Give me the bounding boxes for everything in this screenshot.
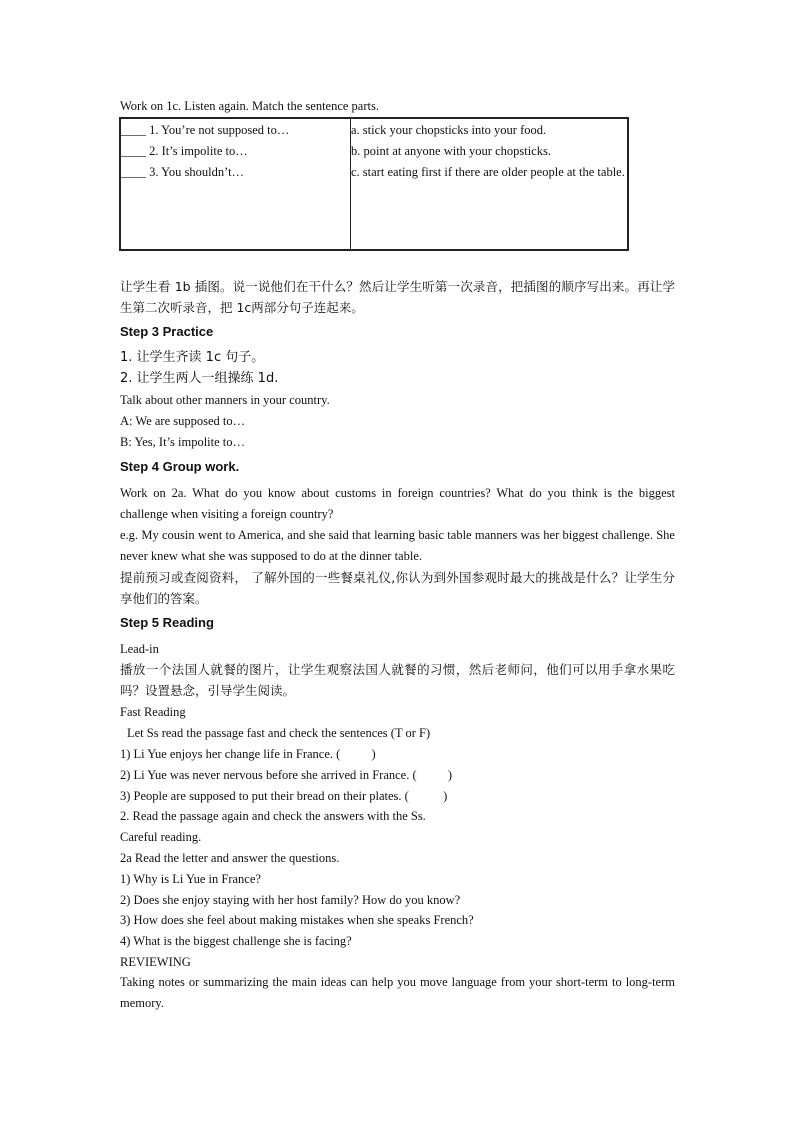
right-item: c. start eating first if there are older people at the table. xyxy=(351,165,625,179)
reviewing-text: Taking notes or summarizing the main ideas can help you move language from your short-term to long-term memory. xyxy=(120,975,675,1010)
step4-para-2: e.g. My cousin went to America, and she said that learning basic table manners was her biggest challenge. She never knew what she was supposed to do at the dinner table. xyxy=(120,528,675,563)
fast-item-3: 3) People are supposed to put their bread on their plates. ( ) xyxy=(120,789,448,803)
left-item: ____ 2. It’s impolite to… xyxy=(121,144,248,158)
questions-instruction: 2a Read the letter and answer the questions. xyxy=(120,851,340,865)
lead-in-cn: 播放一个法国人就餐的图片，让学生观察法国人就餐的习惯，然后老师问，他们可以用手拿水果吃吗？设置悬念，引导学生阅读。 xyxy=(120,662,675,698)
question-1: 1) Why is Li Yue in France? xyxy=(120,872,261,886)
right-item: a. stick your chopsticks into your food. xyxy=(351,123,547,137)
left-item: ____ 1. You’re not supposed to… xyxy=(121,123,290,137)
fast-item-2: 2) Li Yue was never nervous before she arrived in France. ( ) xyxy=(120,768,453,782)
left-item: ____ 3. You shouldn’t… xyxy=(121,165,245,179)
right-item: b. point at anyone with your chopsticks. xyxy=(351,144,551,158)
step4-title: Step 4 Group work. xyxy=(120,459,240,474)
table-right-column xyxy=(351,120,629,183)
fast-reading: Fast Reading xyxy=(120,705,186,719)
table-left-column xyxy=(121,120,349,183)
question-4: 4) What is the biggest challenge she is facing? xyxy=(120,934,352,948)
fast-instruction: Let Ss read the passage fast and check the sentences (T or F) xyxy=(127,726,431,740)
lead-in: Lead-in xyxy=(120,642,159,656)
dialog-line-b: B: Yes, It’s impolite to… xyxy=(120,435,246,449)
step4-para-1: Work on 2a. What do you know about customs in foreign countries? What do you think is the biggest challenge when visiting a foreign country? xyxy=(120,486,675,521)
question-3: 3) How does she feel about making mistakes when she speaks French? xyxy=(120,913,474,927)
match-table xyxy=(119,117,629,251)
step3-title: Step 3 Practice xyxy=(120,324,214,339)
question-2: 2) Does she enjoy staying with her host family? How do you know? xyxy=(120,893,461,907)
fast-item-1: 1) Li Yue enjoys her change life in France. ( ) xyxy=(120,747,376,761)
step3-item-2: 2. 让学生两人一组操练 1d. xyxy=(120,371,279,386)
cn-instruction-1: 让学生看 1b 插图。说一说他们在干什么？然后让学生听第一次录音，把插图的顺序写出来。再让学生第二次听录音，把 1c两部分句子连起来。 xyxy=(120,279,675,315)
step3-talk: Talk about other manners in your country. xyxy=(120,393,330,407)
step5-title: Step 5 Reading xyxy=(120,615,214,630)
step3-item-1: 1. 让学生齐读 1c 句子。 xyxy=(120,350,265,365)
check-answers: 2. Read the passage again and check the answers with the Ss. xyxy=(120,809,426,823)
careful-reading: Careful reading. xyxy=(120,830,202,844)
reviewing-heading: REVIEWING xyxy=(120,955,191,969)
step4-cn: 提前预习或查阅资料， 了解外国的一些餐桌礼仪,你认为到外国参观时最大的挑战是什么？让学生分享他们的答案。 xyxy=(120,570,675,606)
dialog-line-a: A: We are supposed to… xyxy=(120,414,246,428)
intro-line: Work on 1c. Listen again. Match the sentence parts. xyxy=(120,99,379,113)
